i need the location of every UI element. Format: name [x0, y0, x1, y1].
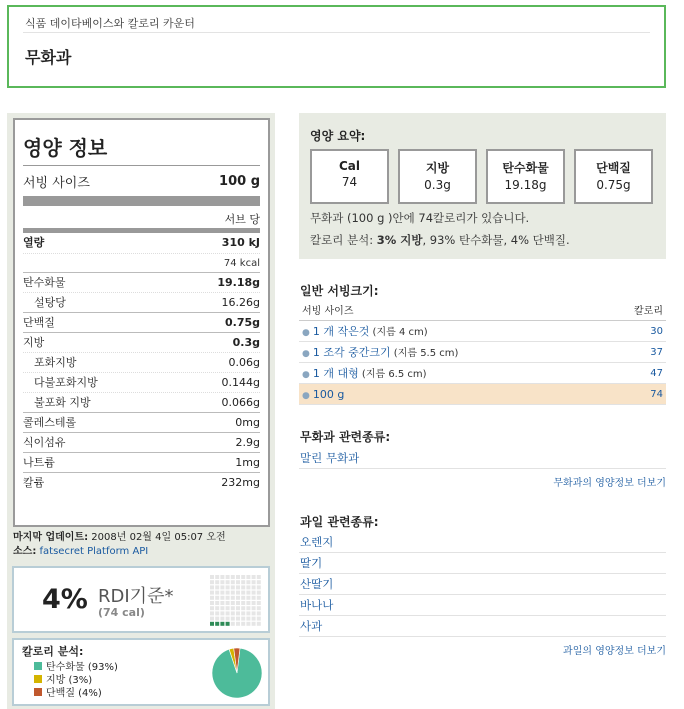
rdi-grid-cell [220, 611, 224, 615]
serving-calories[interactable]: 30 [650, 326, 663, 337]
breakdown-suffix: , 93% 탄수화물, 4% 단백질. [422, 233, 570, 247]
nutrient-row-kcal [23, 253, 260, 272]
rdi-grid-cell [252, 575, 256, 579]
rdi-grid-cell [246, 575, 250, 579]
serving-approx: (지름 6.5 cm) [358, 369, 427, 380]
summary-box-value: 74 [341, 175, 358, 189]
related-fruit-list [299, 532, 666, 637]
divider [23, 196, 260, 206]
serving-size-label: 서빙 사이즈 [23, 175, 90, 191]
table-row-selected[interactable] [299, 384, 666, 405]
rdi-label: RDI기준* [98, 586, 174, 607]
rdi-grid-cell [246, 580, 250, 584]
summary-box-carbs [486, 149, 565, 204]
rdi-grid-cell [210, 606, 214, 610]
summary-box-fat [398, 149, 477, 204]
nutrient-label: 탄수화물 [23, 276, 66, 289]
serving-desc[interactable]: 1 조각 중간크기 [312, 346, 391, 359]
rdi-grid-cell [252, 591, 256, 595]
serving-approx: (지름 5.5 cm) [390, 348, 459, 359]
related-fruit-title: 과일 관련종류: [300, 515, 379, 529]
list-item[interactable]: 산딸기 [299, 574, 666, 595]
rdi-grid-cell [241, 596, 245, 600]
rdi-grid-cell [236, 596, 240, 600]
related-fig-list [299, 448, 666, 469]
serving-calories[interactable]: 74 [650, 389, 663, 400]
rdi-grid-cell [257, 617, 261, 621]
nutrient-value: 0.066g [221, 396, 260, 409]
rdi-grid-cell [220, 617, 224, 621]
rdi-grid-cell [210, 596, 214, 600]
nutrient-value: 0.3g [232, 336, 260, 349]
rdi-grid-cell [236, 575, 240, 579]
rdi-grid-cell [241, 580, 245, 584]
rdi-grid-cell [246, 611, 250, 615]
rdi-grid-cell [252, 601, 256, 605]
summary-calorie-text: 무화과 (100 g )안에 74칼로리가 있습니다. [310, 211, 530, 225]
rdi-grid-cell [215, 575, 219, 579]
nutrient-label: 단백질 [23, 316, 55, 329]
serving-calories[interactable]: 37 [650, 347, 663, 358]
updated-label: 마지막 업데이트: [13, 532, 89, 543]
rdi-grid-cell [231, 585, 235, 589]
rdi-grid-cell [210, 585, 214, 589]
rdi-grid-cell [257, 575, 261, 579]
page-title: 무화과 [25, 48, 72, 67]
nutrient-label: 다불포화지방 [34, 376, 98, 389]
rdi-grid-cell [210, 622, 214, 626]
nutrient-label: 포화지방 [34, 356, 77, 369]
rdi-grid-cell [210, 575, 214, 579]
left-column [7, 113, 275, 709]
list-item[interactable]: 바나나 [299, 595, 666, 616]
rdi-grid-cell [236, 601, 240, 605]
nutrient-row-fat [23, 332, 260, 352]
rdi-grid-cell [246, 591, 250, 595]
calorie-breakdown-panel [12, 638, 270, 706]
nutrient-value: 16.26g [221, 296, 260, 309]
rdi-grid-icon [210, 575, 262, 627]
rdi-grid-cell [220, 585, 224, 589]
serving-approx: (지름 4 cm) [369, 327, 428, 338]
rdi-grid-cell [231, 575, 235, 579]
nutrient-label: 열량 [23, 236, 45, 249]
rdi-grid-cell [226, 622, 230, 626]
rdi-grid-cell [231, 601, 235, 605]
rdi-grid-cell [252, 611, 256, 615]
nutrition-facts-title: 영양 정보 [23, 132, 260, 166]
bullet-icon: ● [302, 349, 310, 359]
rdi-grid-cell [241, 622, 245, 626]
nutrient-row-polyunsaturated-fat [23, 372, 260, 392]
rdi-grid-cell [231, 596, 235, 600]
nutrient-row-sodium [23, 452, 260, 472]
nutrient-row-potassium [23, 472, 260, 492]
rdi-grid-cell [241, 585, 245, 589]
related-fig-title: 무화과 관련종류: [300, 430, 391, 444]
rdi-grid-cell [257, 611, 261, 615]
rdi-panel [12, 566, 270, 633]
rdi-grid-cell [226, 575, 230, 579]
rdi-grid-cell [226, 585, 230, 589]
rdi-calories: (74 cal) [98, 606, 145, 619]
list-item[interactable]: 사과 [299, 616, 666, 637]
rdi-grid-cell [231, 622, 235, 626]
rdi-grid-cell [231, 611, 235, 615]
nutrient-value: 19.18g [217, 276, 260, 289]
nutrition-summary-panel [299, 113, 666, 259]
rdi-grid-cell [257, 580, 261, 584]
legend-label: 단백질 (4%) [46, 688, 102, 699]
rdi-grid-cell [231, 606, 235, 610]
bullet-icon: ● [302, 328, 310, 338]
nutrient-value: 0mg [235, 416, 260, 429]
serving-calories[interactable]: 47 [650, 368, 663, 379]
nutrient-label: 콜레스테롤 [23, 416, 77, 429]
breakdown-prefix: 칼로리 분석: [310, 233, 377, 247]
rdi-grid-cell [210, 601, 214, 605]
col-calories: 칼로리 [634, 306, 663, 317]
breadcrumb[interactable]: 식품 데이타베이스와 칼로리 카운터 [25, 17, 195, 30]
rdi-grid-cell [246, 585, 250, 589]
update-meta [13, 531, 226, 559]
nutrient-row-protein [23, 312, 260, 332]
rdi-grid-cell [257, 585, 261, 589]
table-row[interactable] [299, 342, 666, 363]
rdi-grid-cell [257, 601, 261, 605]
rdi-grid-cell [220, 580, 224, 584]
rdi-grid-cell [252, 617, 256, 621]
rdi-grid-cell [236, 580, 240, 584]
servings-table [299, 302, 666, 405]
rdi-grid-cell [215, 596, 219, 600]
nutrient-label: 나트륨 [23, 456, 55, 469]
summary-box-label: 지방 [425, 161, 450, 175]
rdi-grid-cell [246, 622, 250, 626]
rdi-grid-cell [236, 611, 240, 615]
source-label: 소스: [13, 546, 37, 557]
table-row[interactable] [299, 321, 666, 342]
servings-table-header [299, 302, 666, 321]
nutrient-label: 설탕당 [34, 296, 66, 309]
rdi-grid-cell [226, 617, 230, 621]
table-row[interactable] [299, 363, 666, 384]
rdi-grid-cell [215, 585, 219, 589]
summary-box-value: 19.18g [504, 178, 547, 192]
servings-title: 일반 서빙크기: [300, 284, 379, 298]
rdi-grid-cell [236, 591, 240, 595]
bullet-icon: ● [302, 391, 310, 401]
nutrient-value: 1mg [235, 456, 260, 469]
rdi-grid-cell [226, 611, 230, 615]
rdi-grid-cell [226, 601, 230, 605]
summary-box-label: 단백질 [596, 161, 631, 175]
serving-desc[interactable]: 1 개 대형 [312, 367, 359, 380]
rdi-grid-cell [220, 601, 224, 605]
more-fig-link[interactable]: 무화과의 영양정보 더보기 [553, 478, 666, 489]
legend-label: 지방 (3%) [46, 675, 93, 686]
rdi-grid-cell [220, 575, 224, 579]
rdi-grid-cell [215, 580, 219, 584]
nutrient-row-cholesterol [23, 412, 260, 432]
list-item[interactable]: 딸기 [299, 553, 666, 574]
nutrient-value: 0.144g [221, 376, 260, 389]
list-item[interactable]: 오렌지 [299, 532, 666, 553]
rdi-grid-cell [257, 596, 261, 600]
rdi-grid-cell [220, 591, 224, 595]
rdi-grid-cell [246, 606, 250, 610]
legend-swatch [34, 688, 42, 696]
rdi-grid-cell [252, 596, 256, 600]
bullet-icon: ● [302, 370, 310, 380]
rdi-grid-cell [252, 622, 256, 626]
nutrient-row-energy [23, 233, 260, 253]
nutrient-value: 232mg [221, 476, 260, 489]
rdi-grid-cell [241, 611, 245, 615]
rdi-grid-cell [246, 596, 250, 600]
source-link[interactable]: fatsecret Platform API [39, 546, 149, 557]
rdi-grid-cell [241, 601, 245, 605]
serving-desc[interactable]: 100 g [312, 388, 345, 401]
divider [23, 32, 650, 33]
nutrient-row-unsaturated-fat [23, 392, 260, 412]
serving-size-row [23, 166, 260, 196]
calorie-pie-chart [210, 646, 264, 700]
rdi-grid-cell [215, 617, 219, 621]
rdi-grid-cell [210, 591, 214, 595]
summary-box-protein [574, 149, 653, 204]
rdi-grid-cell [226, 596, 230, 600]
summary-title: 영양 요약: [310, 129, 366, 143]
rdi-grid-cell [241, 591, 245, 595]
calorie-breakdown-title: 칼로리 분석: [22, 645, 84, 658]
rdi-grid-cell [257, 622, 261, 626]
summary-box-value: 0.3g [424, 178, 451, 192]
page-header [7, 5, 666, 88]
legend-swatch [34, 662, 42, 670]
summary-box-value: 0.75g [596, 178, 631, 192]
summary-boxes [310, 149, 653, 204]
rdi-grid-cell [241, 575, 245, 579]
rdi-grid-cell [220, 596, 224, 600]
rdi-grid-cell [241, 606, 245, 610]
rdi-grid-cell [231, 617, 235, 621]
updated-value: 2008년 02월 4일 05:07 오전 [91, 532, 226, 543]
rdi-grid-cell [231, 591, 235, 595]
rdi-grid-cell [215, 622, 219, 626]
nutrient-value: 0.75g [224, 316, 260, 329]
nutrient-row-sugar [23, 292, 260, 312]
summary-box-calories [310, 149, 389, 204]
rdi-grid-cell [252, 580, 256, 584]
nutrient-value: 74 kcal [223, 258, 260, 269]
nutrient-row-carbs [23, 272, 260, 292]
nutrient-label: 지방 [23, 336, 45, 349]
rdi-grid-cell [220, 622, 224, 626]
rdi-grid-cell [220, 606, 224, 610]
summary-breakdown-text [310, 232, 570, 248]
rdi-grid-cell [215, 611, 219, 615]
nutrient-row-fiber [23, 432, 260, 452]
serving-desc[interactable]: 1 개 작은것 [312, 325, 370, 338]
rdi-grid-cell [210, 580, 214, 584]
rdi-grid-cell [236, 622, 240, 626]
per-serving-label: 서브 당 [23, 206, 260, 233]
nutrient-value: 2.9g [235, 436, 260, 449]
serving-size-value: 100 g [219, 173, 260, 189]
nutrition-facts-panel [13, 118, 270, 527]
rdi-grid-cell [257, 591, 261, 595]
rdi-grid-cell [215, 606, 219, 610]
rdi-grid-cell [252, 606, 256, 610]
nutrient-row-saturated-fat [23, 352, 260, 372]
rdi-grid-cell [241, 617, 245, 621]
rdi-grid-cell [246, 617, 250, 621]
rdi-grid-cell [215, 601, 219, 605]
rdi-grid-cell [236, 585, 240, 589]
breakdown-fat: 3% 지방 [376, 233, 423, 247]
summary-box-label: 탄수화물 [502, 161, 549, 175]
rdi-grid-cell [210, 611, 214, 615]
rdi-grid-cell [257, 606, 261, 610]
rdi-grid-cell [252, 585, 256, 589]
more-fruit-link[interactable]: 과일의 영양정보 더보기 [563, 646, 666, 657]
nutrient-value: 310 kJ [221, 236, 260, 249]
nutrient-label: 불포화 지방 [34, 396, 91, 409]
legend-label: 탄수화물 (93%) [46, 662, 118, 673]
rdi-percent: 4% [42, 584, 88, 615]
rdi-grid-cell [246, 601, 250, 605]
nutrient-value: 0.06g [228, 356, 260, 369]
rdi-grid-cell [226, 591, 230, 595]
rdi-grid-cell [226, 606, 230, 610]
nutrient-label: 칼륨 [23, 476, 45, 489]
legend-swatch [34, 675, 42, 683]
list-item[interactable]: 말린 무화과 [299, 448, 666, 469]
nutrient-label: 식이섬유 [23, 436, 66, 449]
col-serving-size: 서빙 사이즈 [302, 306, 354, 317]
rdi-grid-cell [226, 580, 230, 584]
rdi-grid-cell [231, 580, 235, 584]
rdi-grid-cell [236, 606, 240, 610]
rdi-grid-cell [215, 591, 219, 595]
summary-box-label: Cal [338, 159, 361, 173]
rdi-grid-cell [236, 617, 240, 621]
rdi-grid-cell [210, 617, 214, 621]
